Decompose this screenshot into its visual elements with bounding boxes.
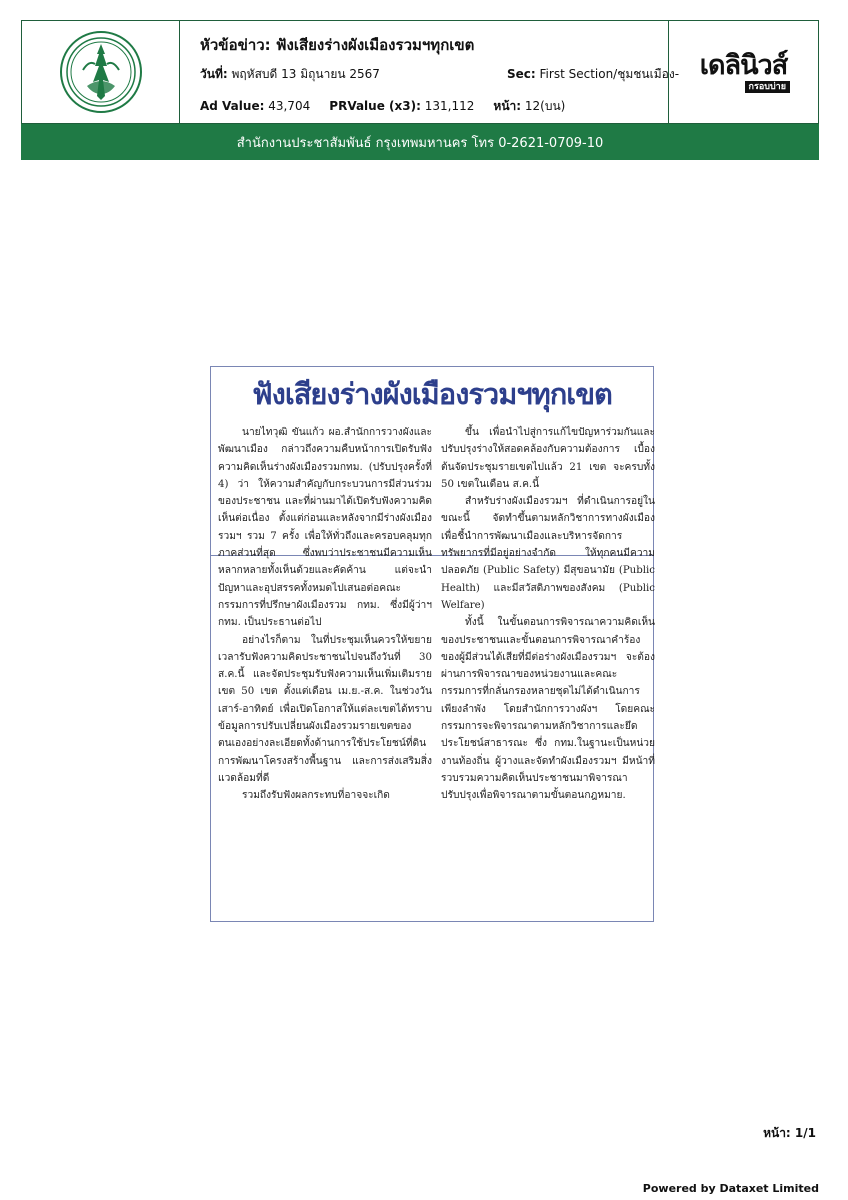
article-paragraph: สำหรับร่างผังเมืองรวมฯ ที่ดำเนินการอยู่ในขณะนี้ จัดทำขึ้นตามหลักวิชาการทางผังเมือง เพื่อชี้นำการพัฒนาเมืองและบริหารจัดการทรัพยากรที่มีอยู่อย่างจำกัด ให้ทุกคนมีความปลอดภัย (Public Safety) มีสุขอนามัย (Public Health) และมีสวัสดิภาพของสังคม (Public Welfare) (441, 496, 655, 611)
agency-bar: สำนักงานประชาสัมพันธ์ กรุงเทพมหานคร โทร 0-2621-0709-10 (21, 124, 819, 160)
page-value: 12(บน) (524, 99, 566, 113)
publication-name: เดลินิวส์ (699, 49, 788, 81)
article-headline: ฟังเสียงร่างผังเมืองรวมฯทุกเขต (252, 377, 612, 411)
headline-label: หัวข้อข่าว: (200, 36, 271, 54)
headline-row (200, 33, 474, 57)
clipping-info (200, 21, 680, 123)
article-column-right (441, 424, 655, 805)
publication-logo (668, 21, 818, 123)
date-label: วันที่: (200, 67, 228, 81)
bangkok-seal-icon (59, 30, 143, 114)
powered-by: Powered by Dataxet Limited (642, 1182, 819, 1195)
date-row (200, 65, 380, 84)
section-row (507, 65, 679, 84)
ad-value: 43,704 (268, 99, 311, 113)
article-column-left (218, 424, 432, 805)
article-paragraph: ทั้งนี้ ในขั้นตอนการพิจารณาความคิดเห็นของประชาชนและขั้นตอนการพิจารณาคำร้องของผู้มีส่วนได้เสียที่มีต่อร่างผังเมืองรวมฯ จะต้องผ่านการพิจารณาของหน่วยงานและคณะกรรมการที่กลั่นกรองหลายชุดไม่ได้ดำเนินการเพียงลำพัง โดยสำนักการวางผังฯ โดยคณะกรรมการจะพิจารณาตามหลักวิชาการและยึดประโยชน์สาธารณะ ซึ่ง กทม.ในฐานะเป็นหน่วยงานท้องถิ่น ผู้วางและจัดทำผังเมืองรวมฯ มีหน้าที่รวบรวมความคิดเห็นประชาชนมาพิจารณาปรับปรุงเพื่อพิจารณาตามขั้นตอนกฎหมาย. (441, 617, 655, 802)
page-count: หน้า: 1/1 (763, 1126, 816, 1140)
section-label: Sec: (507, 67, 536, 81)
pr-value-label: PRValue (x3): (329, 99, 421, 113)
ad-value-label: Ad Value: (200, 99, 265, 113)
page-label: หน้า: (493, 99, 522, 113)
value-row (200, 97, 565, 116)
article-paragraph: รวมถึงรับฟังผลกระทบที่อาจจะเกิด (242, 790, 390, 802)
headline-value: ฟังเสียงร่างผังเมืองรวมฯทุกเขต (275, 36, 475, 54)
article-paragraph: ขึ้น เพื่อนำไปสู่การแก้ไขปัญหาร่วมกันและปรับปรุงร่างให้สอดคล้องกับความต้องการ เบื้องต้นจัดประชุมรายเขตไปแล้ว 21 เขต จะครบทั้ง 50 เขตในเดือน ส.ค.นี้ (441, 427, 655, 490)
clipping-header (21, 20, 819, 124)
pr-value: 131,112 (424, 99, 475, 113)
article-paragraph: นายไทวุฒิ ขันแก้ว ผอ.สำนักการวางผังและพัฒนาเมือง กล่าวถึงความคืบหน้าการเปิดรับฟังความคิดเห็นร่างผังเมืองรวมกทม. (ปรับปรุงครั้งที่ 4) ว่า ให้ความสำคัญกับกระบวนการมีส่วนร่วมของประชาชน และที่ผ่านมาได้เปิดรับฟังความคิดเห็นต่อเนื่อง ตั้งแต่ก่อนและหลังจากมีร่างผังเมืองรวมฯ รวม 7 ครั้ง เพื่อให้ทั่วถึงและครอบคลุมทุกภาคส่วนที่สุด ซึ่งพบว่าประชาชนมีความเห็นหลากหลายทั้งเห็นด้วยและคัดค้าน แต่จะนำปัญหาและอุปสรรคทั้งหมดไปเสนอต่อคณะกรรมการที่ปรึกษาผังเมืองรวม กทม. ซึ่งมีผู้ว่าฯ กทม. เป็นประธานต่อไป (218, 427, 432, 629)
publication-edition: กรอบบ่าย (745, 81, 790, 93)
article-paragraph: อย่างไรก็ตาม ในที่ประชุมเห็นควรให้ขยายเวลารับฟังความคิดประชาชนไปจนถึงวันที่ 30 ส.ค.นี้ และจัดประชุมรับฟังความเห็นเพิ่มเติมรายเขต 50 เขต ตั้งแต่เดือน เม.ย.-ส.ค. ในช่วงวันเสาร์-อาทิตย์ เพื่อเปิดโอกาสให้แต่ละเขตได้ทราบข้อมูลการปรับเปลี่ยนผังเมืองรวมรายเขตของตนเองอย่างละเอียดทั้งด้านการใช้ประโยชน์ที่ดิน การพัฒนาโครงสร้างพื้นฐาน และการส่งเสริมสิ่งแวดล้อมที่ดี (218, 634, 432, 784)
logo-cell (22, 21, 180, 123)
date-value: พฤหัสบดี 13 มิถุนายน 2567 (231, 67, 380, 81)
section-value: First Section/ชุมชนเมือง- (539, 67, 680, 81)
